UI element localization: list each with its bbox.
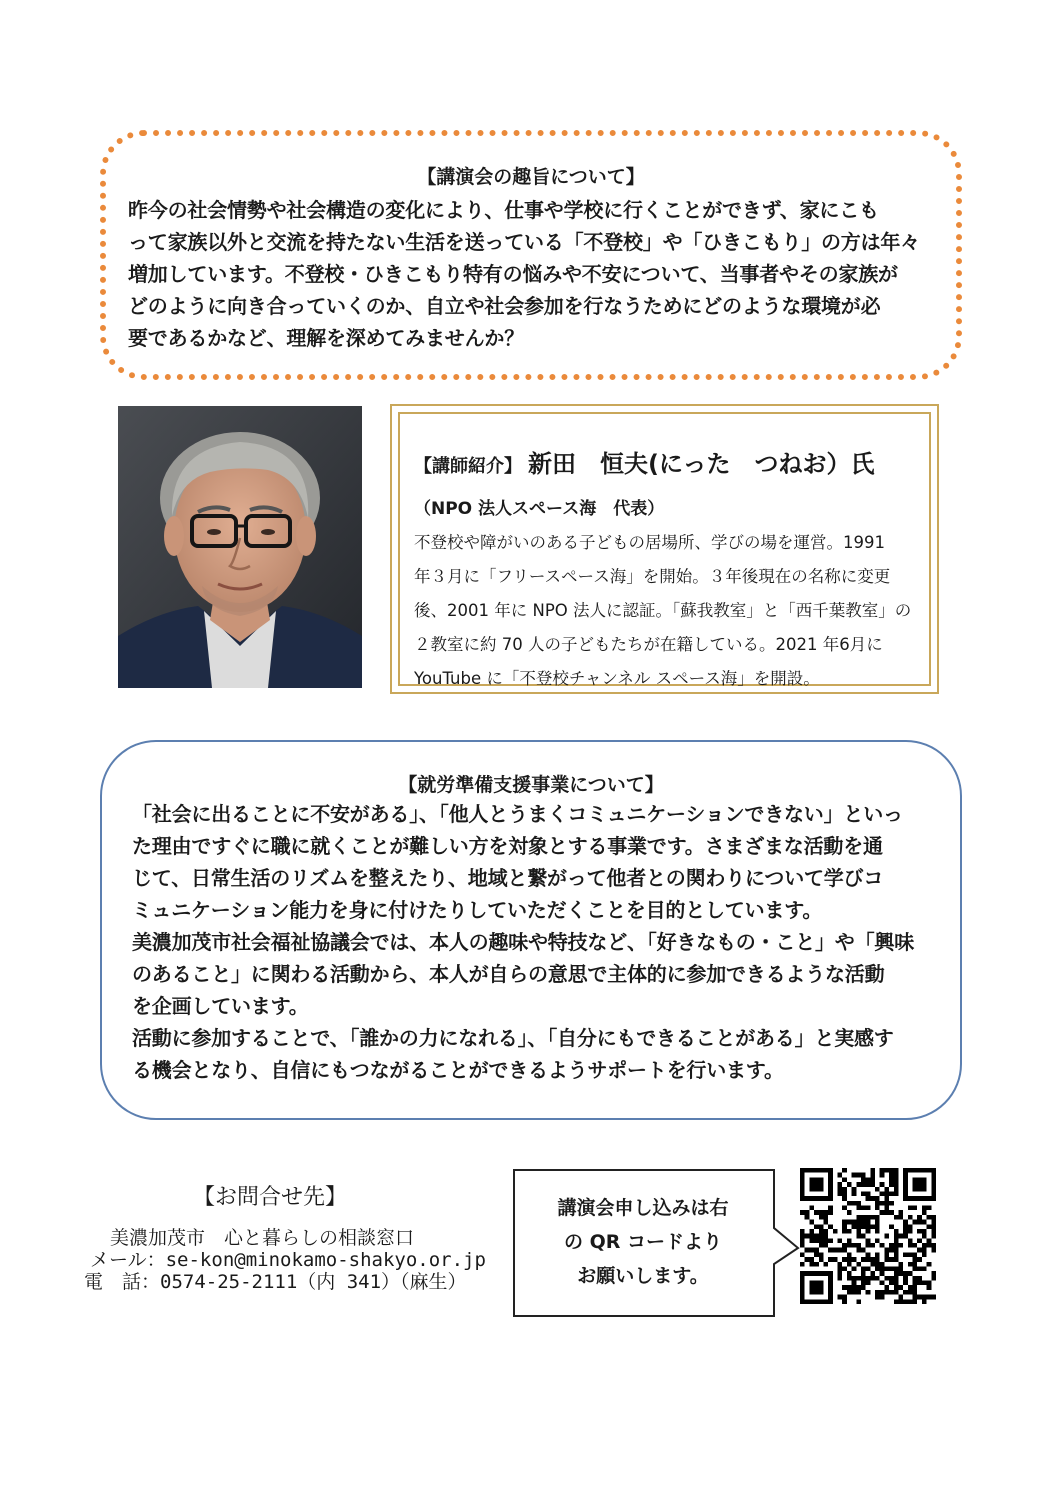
contact-phone[interactable]: 電 話：0574-25-2111（内 341）（麻生） — [84, 1271, 467, 1293]
support-line: 活動に参加することで、「誰かの力になれる」、「自分にもできることがある」と実感す — [132, 1026, 894, 1050]
support-title: 【就労準備支援事業について】 — [398, 774, 664, 796]
support-line: のあること」に関わる活動から、本人が自らの意思で主体的に参加できるような活動 — [132, 962, 885, 986]
instructor-line: 年３月に「フリースペース海」を開始。３年後現在の名称に変更 — [414, 567, 891, 586]
qr-code-icon[interactable] — [800, 1168, 936, 1304]
bubble-text — [512, 1168, 774, 1316]
bubble-line: お願いします。 — [577, 1265, 709, 1287]
purpose-line: 昨今の社会情勢や社会構造の変化により、仕事や学校に行くことができず、家にこも — [128, 198, 879, 222]
support-line: じて、日常生活のリズムを整えたり、地域と繋がって他者との関わりについて学びコ — [132, 866, 884, 890]
instructor-description — [414, 526, 921, 696]
support-line: る機会となり、自信にもつながることができるようサポートを行います。 — [132, 1058, 784, 1082]
contact-email[interactable]: メール：se-kon@minokamo-shakyo.or.jp — [90, 1249, 486, 1271]
purpose-line: 要であるかなど、理解を深めてみませんか？ — [128, 326, 524, 350]
purpose-line: どのように向き合っていくのか、自立や社会参加を行なうためにどのような環境が必 — [128, 294, 881, 318]
bubble-line: 講演会申し込みは右 — [557, 1197, 729, 1219]
support-line: 美濃加茂市社会福祉協議会では、本人の趣味や特技など、「好きなもの・こと」や「興味 — [132, 930, 914, 954]
support-line: た理由ですぐに職に就くことが難しい方を対象とする事業です。さまざまな活動を通 — [132, 834, 883, 858]
instructor-box-inner-border — [398, 412, 931, 686]
purpose-section — [100, 130, 962, 380]
contact-organization: 美濃加茂市 心と暮らしの相談窓口 — [110, 1227, 415, 1249]
instructor-photo — [118, 406, 362, 688]
instructor-affiliation: （NPO 法人スペース海 代表） — [414, 499, 665, 519]
support-body — [132, 798, 942, 1086]
purpose-title: 【講演会の趣旨について】 — [417, 166, 645, 188]
support-line: 「社会に出ることに不安がある」、「他人とうまくコミュニケーションできない」といっ — [132, 802, 903, 826]
purpose-body — [128, 194, 938, 354]
support-section — [100, 740, 962, 1120]
contact-section — [60, 1180, 520, 1293]
purpose-line: って家族以外と交流を持たない生活を送っている「不登校」や「ひきこもり」の方は年々 — [128, 230, 920, 254]
instructor-box — [390, 404, 939, 694]
instructor-line: ２教室に約 70 人の子どもたちが在籍している。2021 年6月に — [414, 635, 883, 654]
qr-speech-bubble — [512, 1168, 802, 1318]
instructor-name: 新田 恒夫(にった つねお）氏 — [528, 450, 875, 478]
instructor-line: 不登校や障がいのある子どもの居場所、学びの場を運営。1991 — [414, 533, 885, 552]
instructor-tag: 【講師紹介】 — [414, 456, 522, 477]
purpose-line: 増加しています。不登校・ひきこもり特有の悩みや不安について、当事者やその家族が — [128, 262, 898, 286]
support-line: を企画しています。 — [132, 994, 309, 1018]
instructor-portrait-image — [118, 406, 362, 688]
instructor-heading — [414, 444, 875, 479]
qr-code[interactable] — [800, 1168, 936, 1304]
instructor-line: 後、2001 年に NPO 法人に認証。「蘇我教室」と「西千葉教室」の — [414, 601, 912, 620]
bubble-line: の QR コードより — [563, 1231, 722, 1253]
support-line: ミュニケーション能力を身に付けたりしていただくことを目的としています。 — [132, 898, 823, 922]
contact-title: 【お問合せ先】 — [192, 1185, 347, 1210]
instructor-line: YouTube に「不登校チャンネル スペース海」を開設。 — [414, 669, 820, 688]
